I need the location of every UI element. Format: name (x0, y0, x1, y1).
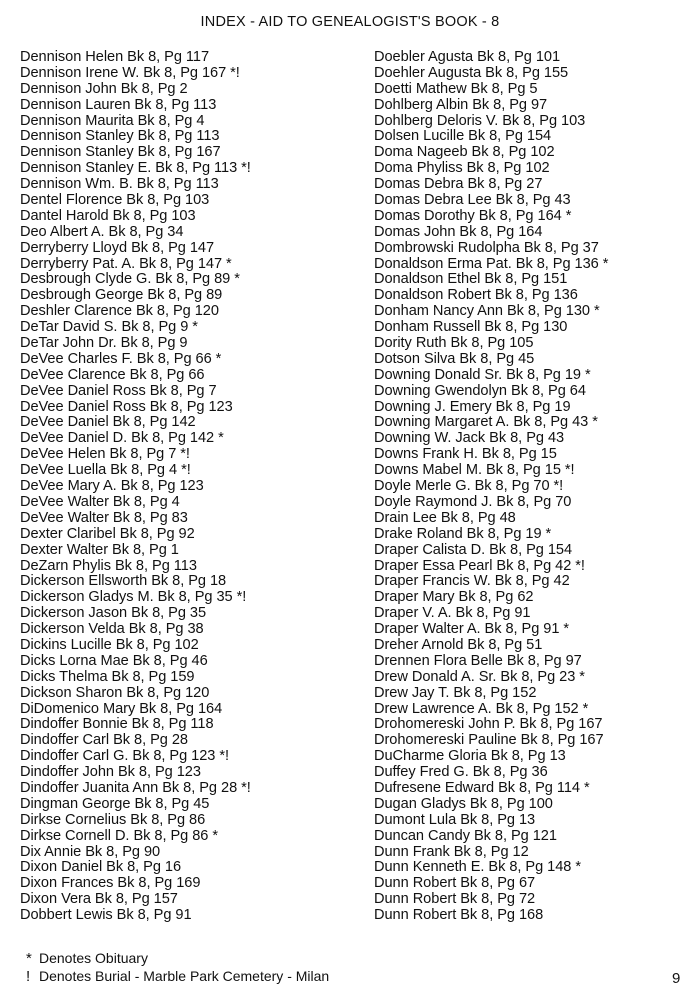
index-entry: DeVee Daniel Ross Bk 8, Pg 7 (20, 382, 217, 399)
index-entry: DeVee Mary A. Bk 8, Pg 123 (20, 478, 204, 495)
index-entry: Dickson Sharon Bk 8, Pg 120 (20, 684, 210, 701)
index-entry: DeVee Clarence Bk 8, Pg 66 (20, 366, 205, 383)
index-entry: Drohomereski Pauline Bk 8, Pg 167 (374, 732, 604, 749)
index-entry: Dindoffer Juanita Ann Bk 8, Pg 28 *! (20, 779, 251, 796)
index-entry: Dexter Claribel Bk 8, Pg 92 (20, 525, 195, 542)
index-entry: Dority Ruth Bk 8, Pg 105 (374, 335, 534, 352)
index-entry: Donaldson Erma Pat. Bk 8, Pg 136 * (374, 255, 609, 272)
index-entry: DeVee Walter Bk 8, Pg 4 (20, 493, 180, 510)
index-entry: Dreher Arnold Bk 8, Pg 51 (374, 636, 543, 653)
legend-burial (26, 968, 329, 985)
index-entry: Draper Calista D. Bk 8, Pg 154 (374, 541, 573, 558)
index-entry: Dombrowski Rudolpha Bk 8, Pg 37 (374, 239, 599, 256)
index-entry: Deo Albert A. Bk 8, Pg 34 (20, 223, 184, 240)
index-entry: Deshler Clarence Bk 8, Pg 120 (20, 303, 219, 320)
index-entry: Dix Annie Bk 8, Pg 90 (20, 843, 161, 860)
index-entry: Dicks Lorna Mae Bk 8, Pg 46 (20, 652, 208, 669)
index-entry: Dicks Thelma Bk 8, Pg 159 (20, 668, 195, 685)
index-entry: DeTar John Dr. Bk 8, Pg 9 (20, 335, 188, 352)
index-entry: DeVee Daniel D. Bk 8, Pg 142 * (20, 430, 224, 447)
page-title: INDEX - AID TO GENEALOGIST'S BOOK - 8 (200, 14, 500, 30)
index-entry: DeVee Helen Bk 8, Pg 7 *! (20, 446, 190, 463)
index-entry: DeVee Daniel Ross Bk 8, Pg 123 (20, 398, 233, 415)
index-entry: Dunn Robert Bk 8, Pg 168 (374, 907, 544, 924)
index-entry: Doma Nageeb Bk 8, Pg 102 (374, 144, 555, 161)
index-entry: Dohlberg Deloris V. Bk 8, Pg 103 (374, 112, 586, 129)
index-entry: Dennison Stanley E. Bk 8, Pg 113 *! (20, 160, 251, 177)
index-entry: Downing Gwendolyn Bk 8, Pg 64 (374, 382, 586, 399)
index-entry: Dirkse Cornelius Bk 8, Pg 86 (20, 811, 206, 828)
index-entry: Dunn Robert Bk 8, Pg 67 (374, 875, 536, 892)
index-entry: Dentel Florence Bk 8, Pg 103 (20, 192, 210, 209)
index-entry: Drew Lawrence A. Bk 8, Pg 152 * (374, 700, 589, 717)
index-entry: Dennison Wm. B. Bk 8, Pg 113 (20, 176, 219, 193)
index-entry: Dingman George Bk 8, Pg 45 (20, 795, 210, 812)
index-entry: Dunn Kenneth E. Bk 8, Pg 148 * (374, 859, 582, 876)
index-entry: Dindoffer John Bk 8, Pg 123 (20, 764, 201, 781)
index-entry: DeTar David S. Bk 8, Pg 9 * (20, 319, 198, 336)
index-entry: Dickerson Ellsworth Bk 8, Pg 18 (20, 573, 227, 590)
index-entry: Drew Jay T. Bk 8, Pg 152 (374, 684, 537, 701)
index-entry: Doma Phyliss Bk 8, Pg 102 (374, 160, 550, 177)
index-entry: Downing Margaret A. Bk 8, Pg 43 * (374, 414, 598, 431)
index-entry: Desbrough George Bk 8, Pg 89 (20, 287, 223, 304)
index-entry: Drennen Flora Belle Bk 8, Pg 97 (374, 652, 582, 669)
index-entry: Dickerson Velda Bk 8, Pg 38 (20, 621, 204, 638)
index-entry: Dickins Lucille Bk 8, Pg 102 (20, 636, 199, 653)
index-entry: Duncan Candy Bk 8, Pg 121 (374, 827, 557, 844)
index-entry: Drain Lee Bk 8, Pg 48 (374, 509, 516, 526)
index-entry: Downing Donald Sr. Bk 8, Pg 19 * (374, 366, 591, 383)
index-entry: Duffey Fred G. Bk 8, Pg 36 (374, 764, 548, 781)
index-entry: Dixon Vera Bk 8, Pg 157 (20, 891, 178, 908)
index-entry: Dantel Harold Bk 8, Pg 103 (20, 207, 196, 224)
index-entry: DeVee Walter Bk 8, Pg 83 (20, 509, 188, 526)
index-entry: DeVee Luella Bk 8, Pg 4 *! (20, 462, 191, 479)
index-entry: Drew Donald A. Sr. Bk 8, Pg 23 * (374, 668, 585, 685)
index-column-left (20, 50, 360, 924)
index-entry: Domas Dorothy Bk 8, Pg 164 * (374, 207, 572, 224)
index-entry: Draper Essa Pearl Bk 8, Pg 42 *! (374, 557, 585, 574)
index-entry: Downing J. Emery Bk 8, Pg 19 (374, 398, 571, 415)
obituary-symbol: * (26, 950, 32, 967)
index-entry: Draper Walter A. Bk 8, Pg 91 * (374, 621, 570, 638)
index-entry: Downing W. Jack Bk 8, Pg 43 (374, 430, 565, 447)
index-column-right (374, 50, 694, 924)
index-entry: Doebler Agusta Bk 8, Pg 101 (374, 49, 561, 65)
index-entry: DeVee Charles F. Bk 8, Pg 66 * (20, 350, 222, 367)
index-entry: Desbrough Clyde G. Bk 8, Pg 89 * (20, 271, 240, 288)
index-entry: Dennison Maurita Bk 8, Pg 4 (20, 112, 205, 129)
index-entry: Dolsen Lucille Bk 8, Pg 154 (374, 128, 552, 145)
index-entry: DiDomenico Mary Bk 8, Pg 164 (20, 700, 223, 717)
index-entry: Dindoffer Bonnie Bk 8, Pg 118 (20, 716, 214, 733)
index-entry: Dindoffer Carl G. Bk 8, Pg 123 *! (20, 748, 229, 765)
index-entry: Domas John Bk 8, Pg 164 (374, 223, 543, 240)
index-entry: DeVee Daniel Bk 8, Pg 142 (20, 414, 196, 431)
index-entry: Donham Nancy Ann Bk 8, Pg 130 * (374, 303, 600, 320)
index-entry: Dobbert Lewis Bk 8, Pg 91 (20, 907, 192, 924)
index-entry: Drohomereski John P. Bk 8, Pg 167 (374, 716, 603, 733)
index-entry: Dixon Daniel Bk 8, Pg 16 (20, 859, 182, 876)
index-entry: Dixon Frances Bk 8, Pg 169 (20, 875, 201, 892)
index-entry: Draper Mary Bk 8, Pg 62 (374, 589, 534, 606)
index-entry: Doetti Mathew Bk 8, Pg 5 (374, 80, 538, 97)
index-entry: Donham Russell Bk 8, Pg 130 (374, 319, 568, 336)
index-entry: Domas Debra Bk 8, Pg 27 (374, 176, 543, 193)
index-entry: Dindoffer Carl Bk 8, Pg 28 (20, 732, 188, 749)
index-entry: Dennison Helen Bk 8, Pg 117 (20, 49, 210, 65)
page-number: 9 (672, 970, 681, 987)
index-entry: Dufresene Edward Bk 8, Pg 114 * (374, 779, 590, 796)
index-entry: Doyle Raymond J. Bk 8, Pg 70 (374, 493, 572, 510)
index-entry: Dennison Stanley Bk 8, Pg 113 (20, 128, 220, 145)
index-entry: Dennison Irene W. Bk 8, Pg 167 *! (20, 64, 240, 81)
index-entry: Doehler Augusta Bk 8, Pg 155 (374, 64, 569, 81)
burial-symbol: ! (26, 968, 31, 985)
index-entry: Downs Mabel M. Bk 8, Pg 15 *! (374, 462, 575, 479)
index-entry: Dickerson Jason Bk 8, Pg 35 (20, 605, 207, 622)
index-entry: DuCharme Gloria Bk 8, Pg 13 (374, 748, 566, 765)
index-entry: Draper Francis W. Bk 8, Pg 42 (374, 573, 570, 590)
index-entry: Downs Frank H. Bk 8, Pg 15 (374, 446, 557, 463)
index-entry: Drake Roland Bk 8, Pg 19 * (374, 525, 552, 542)
index-entry: Domas Debra Lee Bk 8, Pg 43 (374, 192, 571, 209)
index-entry: Dennison Stanley Bk 8, Pg 167 (20, 144, 221, 161)
burial-legend-text: Denotes Burial - Marble Park Cemetery - Milan (39, 968, 330, 984)
index-entry: Dennison Lauren Bk 8, Pg 113 (20, 96, 217, 113)
index-entry: Dirkse Cornell D. Bk 8, Pg 86 * (20, 827, 218, 844)
index-entry: Dohlberg Albin Bk 8, Pg 97 (374, 96, 548, 113)
index-entry: Donaldson Robert Bk 8, Pg 136 (374, 287, 578, 304)
index-entry: Doyle Merle G. Bk 8, Pg 70 *! (374, 478, 564, 495)
index-entry: Dickerson Gladys M. Bk 8, Pg 35 *! (20, 589, 247, 606)
index-entry: Donaldson Ethel Bk 8, Pg 151 (374, 271, 568, 288)
legend-obituary (26, 950, 148, 967)
index-entry: Dunn Robert Bk 8, Pg 72 (374, 891, 536, 908)
index-entry: Dotson Silva Bk 8, Pg 45 (374, 350, 535, 367)
obituary-legend-text: Denotes Obituary (39, 950, 148, 966)
index-entry: Derryberry Lloyd Bk 8, Pg 147 (20, 239, 215, 256)
index-entry: Derryberry Pat. A. Bk 8, Pg 147 * (20, 255, 232, 272)
index-entry: Dugan Gladys Bk 8, Pg 100 (374, 795, 553, 812)
index-entry: Draper V. A. Bk 8, Pg 91 (374, 605, 531, 622)
index-entry: Dennison John Bk 8, Pg 2 (20, 80, 188, 97)
index-entry: Dunn Frank Bk 8, Pg 12 (374, 843, 529, 860)
index-entry: DeZarn Phylis Bk 8, Pg 113 (20, 557, 197, 574)
index-entry: Dexter Walter Bk 8, Pg 1 (20, 541, 179, 558)
index-entry: Dumont Lula Bk 8, Pg 13 (374, 811, 536, 828)
